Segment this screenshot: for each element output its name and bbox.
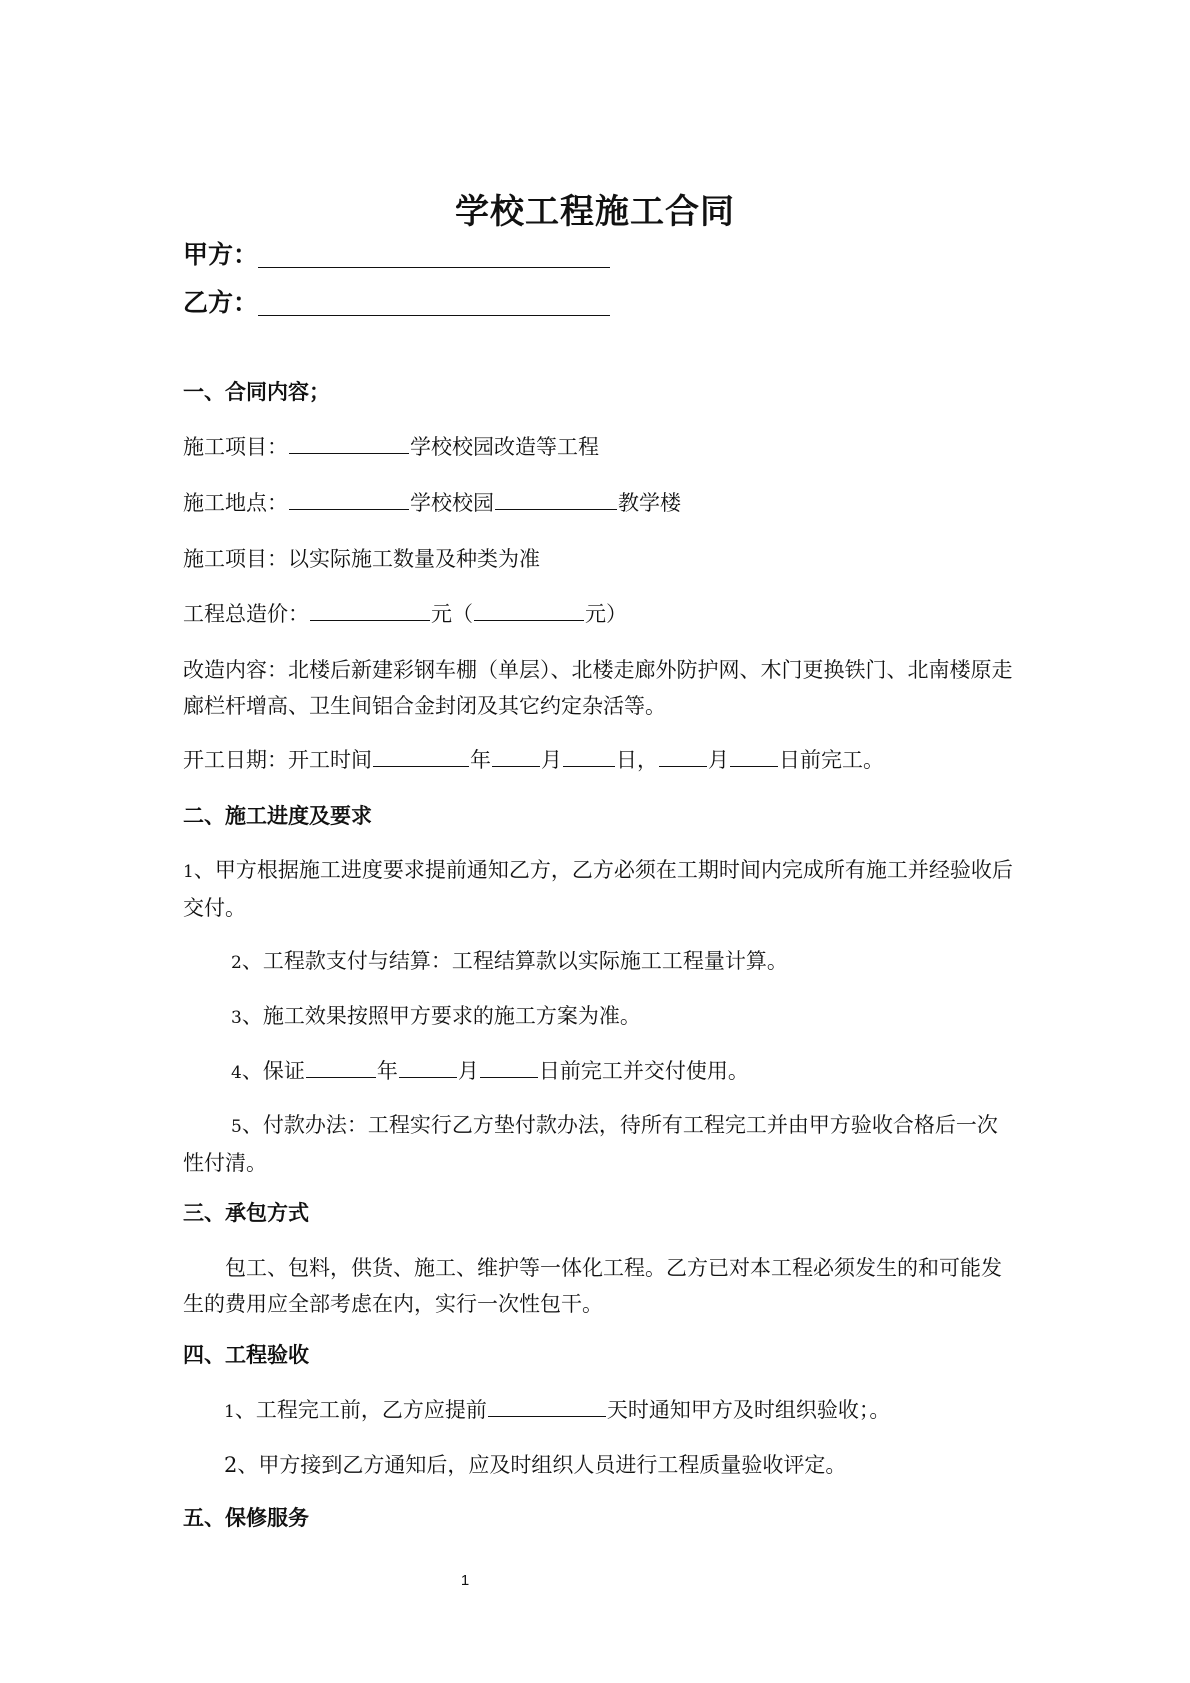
end-month-blank (659, 765, 707, 767)
item-number: 5 (231, 1117, 242, 1137)
party-b-line (183, 286, 610, 320)
end-month-label: 月 (708, 748, 729, 772)
price-line (183, 596, 1013, 632)
acceptance-item-2: 2、甲方接到乙方通知后，应及时组织人员进行工程质量验收评定。 (224, 1453, 847, 1477)
progress-item-1 (183, 852, 1015, 926)
section2-heading: 二、施工进度及要求 (183, 804, 372, 828)
location-suffix: 教学楼 (618, 491, 681, 515)
section3-heading: 三、承包方式 (183, 1201, 309, 1225)
start-label: 开工日期：开工时间 (183, 748, 372, 772)
section5-heading: 五、保修服务 (183, 1506, 309, 1530)
location-mid: 学校校园 (410, 491, 494, 515)
item-number: 1 (183, 862, 194, 882)
project-suffix: 学校校园改造等工程 (410, 435, 599, 459)
notice-days-blank (488, 1415, 606, 1417)
party-a-line (183, 238, 610, 272)
section1-heading: 一、合同内容； (183, 380, 330, 404)
item-number: 1 (224, 1402, 235, 1422)
item-text: 、付款办法：工程实行乙方垫付款办法，待所有工程完工并由甲方验收合格后一次性付清。 (183, 1113, 998, 1175)
item-text-end: 天时通知甲方及时组织验收；。 (606, 1398, 891, 1422)
location-label: 施工地点： (183, 491, 288, 515)
progress-item-2 (231, 943, 1061, 981)
price-blank-2 (474, 619, 584, 621)
party-a-blank (258, 266, 610, 268)
price-unit: 元（ (431, 602, 473, 626)
item-number: 4 (231, 1063, 242, 1083)
party-a-label: 甲方： (183, 240, 259, 269)
guarantee-day-blank (480, 1076, 538, 1078)
start-month-blank (492, 765, 540, 767)
start-day-blank (563, 765, 615, 767)
location-blank-1 (289, 508, 409, 510)
start-day-label: 日， (616, 748, 658, 772)
guarantee-end-label: 日前完工并交付使用。 (538, 1059, 749, 1083)
end-day-blank (730, 765, 778, 767)
price-label: 工程总造价： (183, 602, 309, 626)
progress-item-4 (231, 1053, 1061, 1091)
guarantee-year-label: 年 (376, 1059, 398, 1083)
scope-line: 施工项目：以实际施工数量及种类为准 (183, 547, 540, 571)
project-blank (289, 452, 409, 454)
start-date-line (183, 742, 1013, 778)
item-text: 、甲方根据施工进度要求提前通知乙方，乙方必须在工期时间内完成所有施工并经验收后交付。 (183, 858, 1013, 920)
item-text: 、保证 (241, 1059, 305, 1083)
page-number: 1 (460, 1572, 470, 1589)
renovation-paragraph: 改造内容：北楼后新建彩钢车棚（单层）、北楼走廊外防护网、木门更换铁门、北南楼原走廊栏杆增高、卫生间铝合金封闭及其它约定杂活等。 (183, 658, 1013, 718)
section4-heading: 四、工程验收 (183, 1343, 309, 1367)
guarantee-month-blank (399, 1076, 457, 1078)
project-line (183, 429, 1013, 465)
start-month-label: 月 (541, 748, 562, 772)
item-text: 、工程款支付与结算：工程结算款以实际施工工程量计算。 (241, 949, 788, 973)
item-number: 3 (231, 1008, 242, 1028)
acceptance-item-1 (224, 1392, 1054, 1430)
location-blank-2 (495, 508, 617, 510)
page-title: 学校工程施工合同 (455, 192, 735, 232)
item-text: 、施工效果按照甲方要求的施工方案为准。 (241, 1004, 641, 1028)
contract-method-paragraph: 包工、包料，供货、施工、维护等一体化工程。乙方已对本工程必须发生的和可能发生的费用应全部考虑在内，实行一次性包干。 (183, 1256, 1002, 1316)
start-year-blank (373, 765, 469, 767)
price-unit-2: 元） (585, 602, 627, 626)
guarantee-month-label: 月 (457, 1059, 479, 1083)
party-b-label: 乙方： (183, 288, 259, 317)
item-text: 、工程完工前，乙方应提前 (234, 1398, 487, 1422)
item-number: 2 (231, 953, 242, 973)
start-year-label: 年 (470, 748, 491, 772)
project-label: 施工项目： (183, 435, 288, 459)
progress-item-3 (231, 998, 1061, 1036)
progress-item-5 (183, 1107, 1015, 1181)
guarantee-year-blank (306, 1076, 376, 1078)
party-b-blank (258, 314, 610, 316)
price-blank-1 (310, 619, 430, 621)
end-label: 日前完工。 (779, 748, 884, 772)
location-line (183, 485, 1013, 521)
